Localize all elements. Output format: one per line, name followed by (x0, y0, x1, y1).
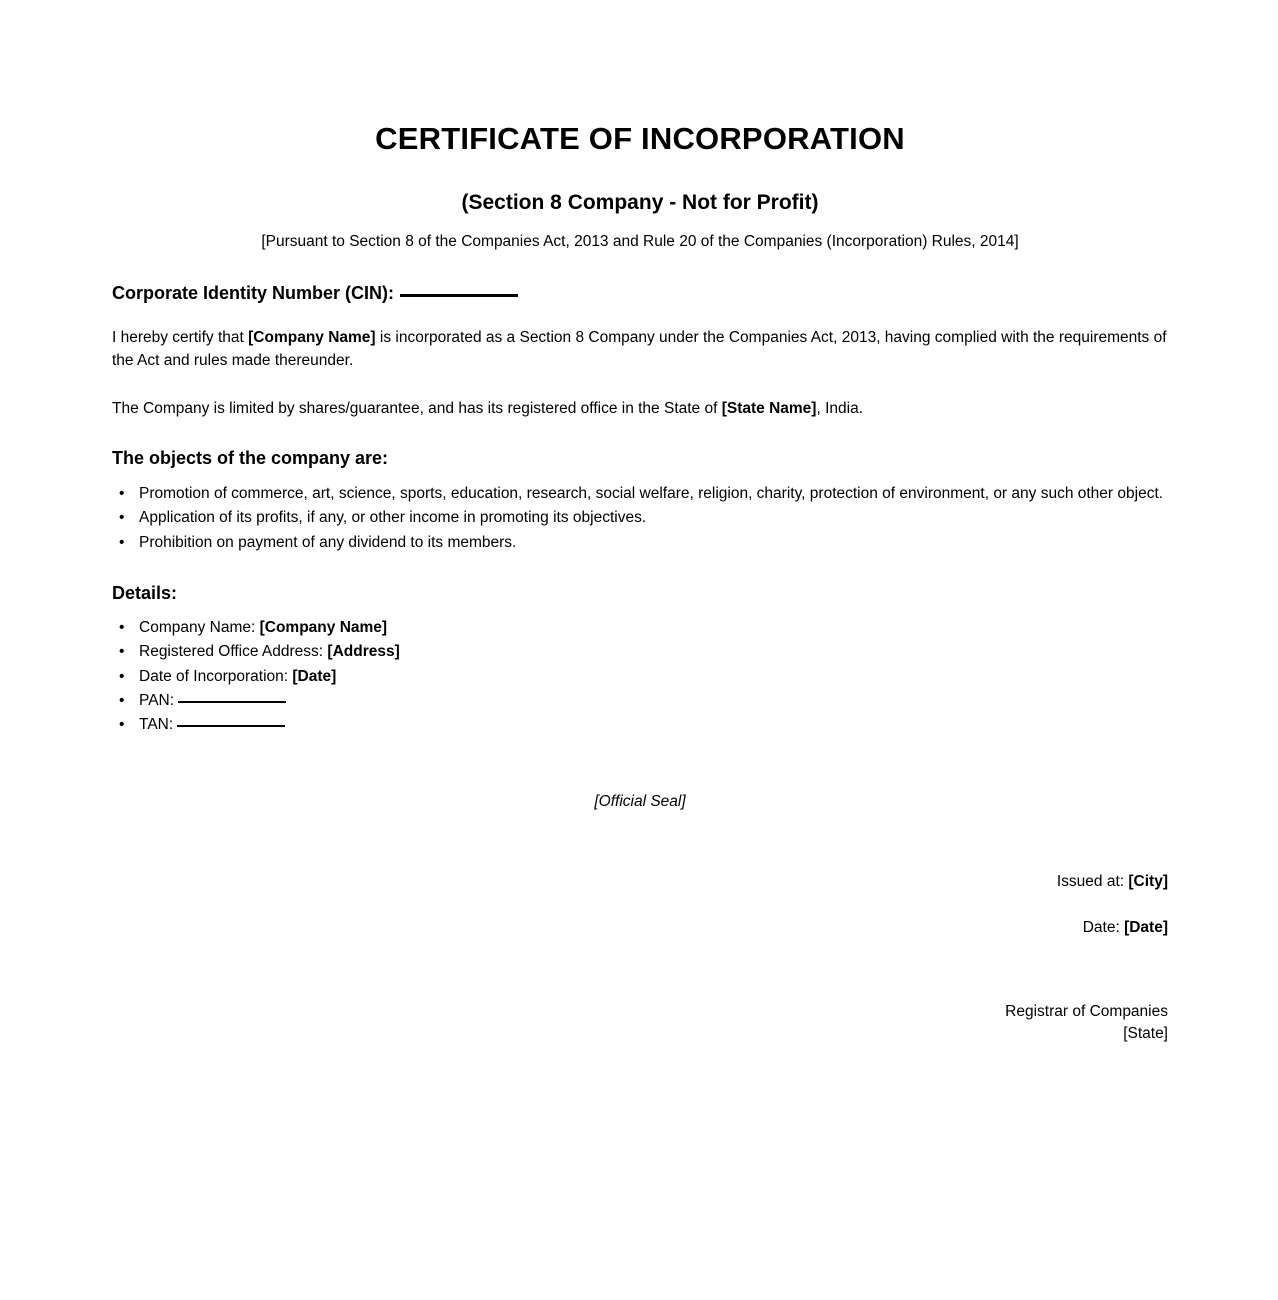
list-item: • Promotion of commerce, art, science, sports, education, research, social welfare, religion, charity, protection of environment, or any such other object. (112, 482, 1168, 506)
registrar-authority: Registrar of Companies (1005, 1002, 1168, 1020)
certification-paragraph (112, 306, 1168, 373)
issued-at-value: [City] (1128, 872, 1168, 890)
detail-value: [Address] (327, 643, 400, 661)
list-item: • Application of its profits, if any, or other income in promoting its objectives. (112, 506, 1168, 530)
document-subtitle: (Section 8 Company - Not for Profit) (461, 190, 819, 214)
cin-blank-field[interactable] (400, 294, 518, 297)
registered-office-paragraph (112, 373, 1168, 421)
list-item (112, 665, 1168, 689)
detail-label: Company Name: (139, 619, 256, 637)
state-name-placeholder: [State Name] (721, 399, 817, 417)
issued-at-label: Issued at: (1056, 872, 1125, 890)
objects-heading: The objects of the company are: (112, 448, 389, 469)
list-item: • Prohibition on payment of any dividend to its members. (112, 531, 1168, 555)
official-seal-placeholder: [Official Seal] (594, 792, 686, 810)
list-item (112, 689, 1168, 713)
cin-label: Corporate Identity Number (CIN): (112, 283, 395, 304)
certification-prefix: I hereby certify that (112, 328, 249, 346)
company-name-placeholder: [Company Name] (248, 328, 376, 346)
signature-block (112, 938, 1168, 1046)
certification-suffix: is incorporated as a Section 8 Company under the Companies Act, 2013, having complied with the requirements of the Act and rules made thereunder. (112, 328, 1167, 370)
issued-at-line (112, 872, 1168, 892)
detail-label: Date of Incorporation: (139, 667, 289, 685)
issue-block (112, 812, 1168, 938)
details-list (112, 605, 1168, 736)
list-item (112, 616, 1168, 640)
detail-value: [Date] (292, 667, 337, 685)
detail-value: [Company Name] (259, 619, 388, 637)
issue-date-label: Date: (1082, 918, 1120, 936)
detail-label: PAN: (139, 691, 175, 709)
list-item (112, 713, 1168, 737)
pan-blank-field[interactable] (178, 701, 286, 703)
registered-office-suffix: , India. (816, 399, 863, 417)
list-item (112, 640, 1168, 664)
cin-line (112, 251, 1168, 305)
details-heading: Details: (112, 583, 178, 604)
page-title: CERTIFICATE OF INCORPORATION (375, 121, 905, 156)
registered-office-prefix: The Company is limited by shares/guarantee, and has its registered office in the State of (112, 399, 722, 417)
tan-blank-field[interactable] (177, 725, 285, 727)
objects-list (112, 471, 1168, 555)
issue-date-value: [Date] (1124, 918, 1168, 936)
detail-label: TAN: (139, 715, 174, 733)
statutory-reference: [Pursuant to Section 8 of the Companies Act, 2013 and Rule 20 of the Companies (Incorporation) Rules, 2014] (261, 232, 1019, 250)
detail-label: Registered Office Address: (139, 643, 324, 661)
document-body (112, 0, 1168, 1046)
issue-date-line (112, 892, 1168, 938)
registrar-state: [State] (1123, 1025, 1168, 1043)
